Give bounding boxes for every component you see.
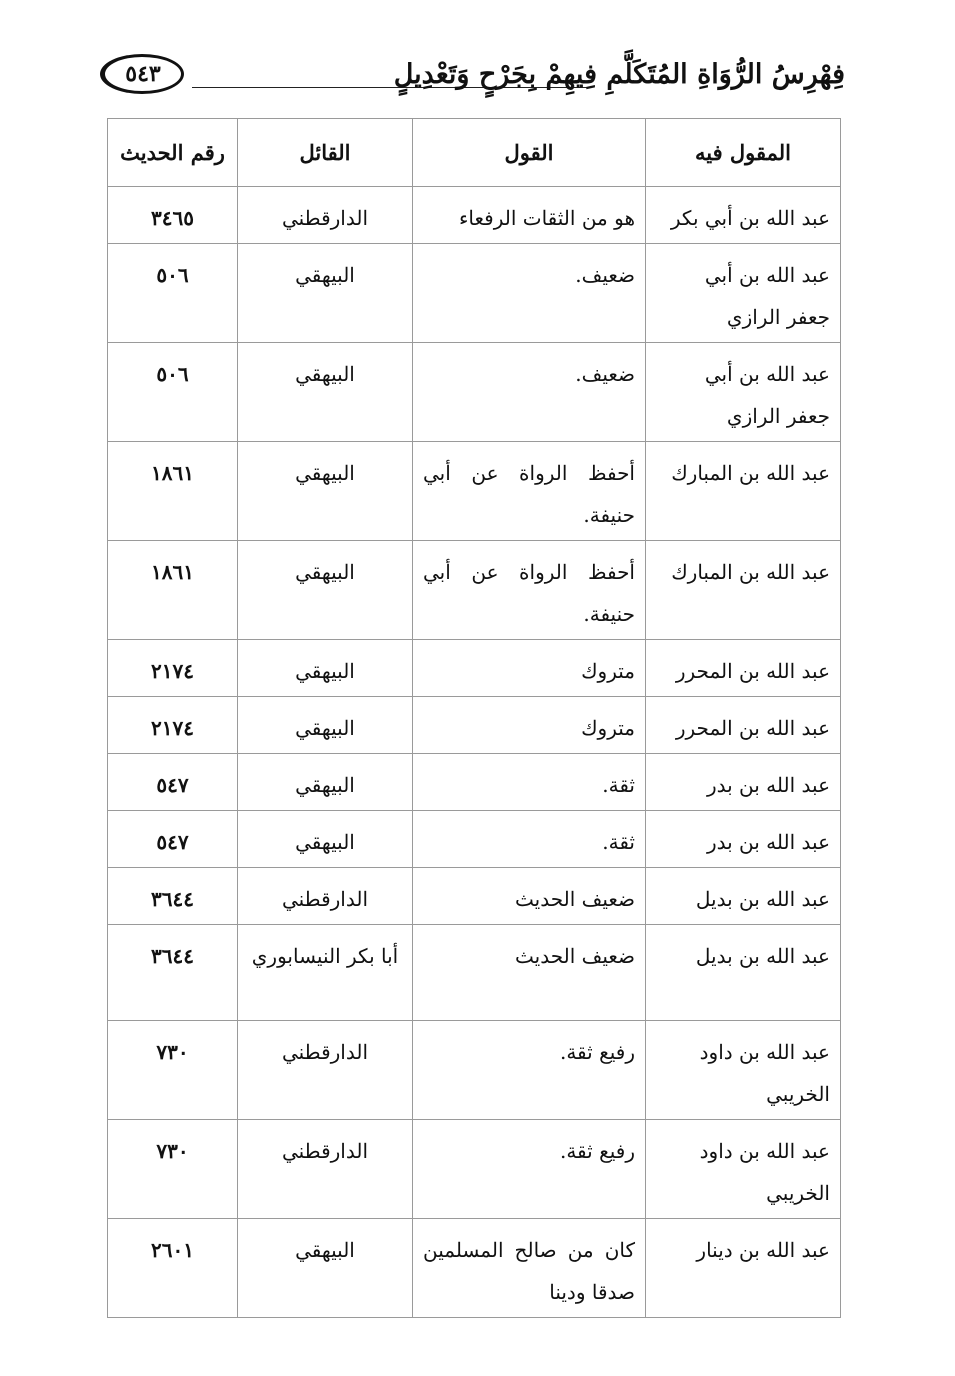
saying: ضعيف.	[413, 343, 646, 442]
table-row	[108, 1219, 841, 1318]
speaker: البيهقي	[238, 244, 413, 343]
table-row	[108, 754, 841, 811]
saying: أحفظ الرواة عن أبي حنيفة.	[413, 442, 646, 541]
table-row	[108, 811, 841, 868]
table-row	[108, 442, 841, 541]
narrators-index-table	[107, 118, 841, 1318]
saying: ثقة.	[413, 754, 646, 811]
narrator-name: عبد الله بن بدر	[646, 754, 841, 811]
speaker: الدارقطني	[238, 187, 413, 244]
hadith-number: ٥٤٧	[108, 754, 238, 811]
narrator-name: عبد الله بن المحرر	[646, 697, 841, 754]
page-number: ٥٤٣	[100, 54, 184, 94]
column-header-hadith-number: رقم الحديث	[108, 119, 238, 187]
narrator-name: عبد الله بن المحرر	[646, 640, 841, 697]
speaker: الدارقطني	[238, 868, 413, 925]
narrator-name: عبد الله بن داود الخريبي	[646, 1120, 841, 1219]
table-row	[108, 925, 841, 1021]
table-row	[108, 697, 841, 754]
hadith-number: ١٨٦١	[108, 442, 238, 541]
saying: ثقة.	[413, 811, 646, 868]
saying: رفيع ثقة.	[413, 1120, 646, 1219]
speaker: البيهقي	[238, 1219, 413, 1318]
table-row	[108, 541, 841, 640]
speaker: البيهقي	[238, 697, 413, 754]
hadith-number: ٧٣٠	[108, 1120, 238, 1219]
hadith-number: ٣٦٤٤	[108, 868, 238, 925]
hadith-number: ١٨٦١	[108, 541, 238, 640]
saying: ضعيف الحديث	[413, 868, 646, 925]
table-row	[108, 868, 841, 925]
hadith-number: ٢٦٠١	[108, 1219, 238, 1318]
narrator-name: عبد الله بن بدر	[646, 811, 841, 868]
column-header-saying: القول	[413, 119, 646, 187]
narrator-name: عبد الله بن داود الخريبي	[646, 1021, 841, 1120]
narrator-name: عبد الله بن المبارك	[646, 541, 841, 640]
hadith-number: ٣٤٦٥	[108, 187, 238, 244]
saying: كان من صالح المسلمين صدقا ودينا	[413, 1219, 646, 1318]
table-row	[108, 187, 841, 244]
hadith-number: ٥٠٦	[108, 343, 238, 442]
hadith-number: ٧٣٠	[108, 1021, 238, 1120]
speaker: البيهقي	[238, 442, 413, 541]
speaker: البيهقي	[238, 811, 413, 868]
narrator-name: عبد الله بن أبي جعفر الرازي	[646, 343, 841, 442]
saying: هو من الثقات الرفعاء	[413, 187, 646, 244]
hadith-number: ٥٤٧	[108, 811, 238, 868]
saying: رفيع ثقة.	[413, 1021, 646, 1120]
table-row	[108, 1120, 841, 1219]
saying: متروك	[413, 697, 646, 754]
saying: متروك	[413, 640, 646, 697]
column-header-speaker: القائل	[238, 119, 413, 187]
narrator-name: عبد الله بن دينار	[646, 1219, 841, 1318]
page-title: فِهْرِسُ الرُّوَاةِ المُتَكَلَّمِ فِيهِمْ بِجَرْحٍ وَتَعْدِيلٍ	[393, 59, 845, 90]
column-header-name: المقول فيه	[646, 119, 841, 187]
saying: ضعيف الحديث	[413, 925, 646, 1021]
narrator-name: عبد الله بن أبي بكر	[646, 187, 841, 244]
table-row	[108, 343, 841, 442]
speaker: البيهقي	[238, 541, 413, 640]
hadith-number: ٥٠٦	[108, 244, 238, 343]
hadith-number: ٢١٧٤	[108, 697, 238, 754]
narrator-name: عبد الله بن أبي جعفر الرازي	[646, 244, 841, 343]
speaker: أبا بكر النيسابوري	[238, 925, 413, 1021]
speaker: البيهقي	[238, 754, 413, 811]
table-header-row	[108, 119, 841, 187]
page-header	[100, 50, 845, 106]
table-row	[108, 640, 841, 697]
narrator-name: عبد الله بن بديل	[646, 868, 841, 925]
narrator-name: عبد الله بن المبارك	[646, 442, 841, 541]
hadith-number: ٣٦٤٤	[108, 925, 238, 1021]
table-row	[108, 1021, 841, 1120]
hadith-number: ٢١٧٤	[108, 640, 238, 697]
speaker: البيهقي	[238, 343, 413, 442]
speaker: الدارقطني	[238, 1120, 413, 1219]
speaker: البيهقي	[238, 640, 413, 697]
saying: ضعيف.	[413, 244, 646, 343]
narrator-name: عبد الله بن بديل	[646, 925, 841, 1021]
table-row	[108, 244, 841, 343]
saying: أحفظ الرواة عن أبي حنيفة.	[413, 541, 646, 640]
speaker: الدارقطني	[238, 1021, 413, 1120]
